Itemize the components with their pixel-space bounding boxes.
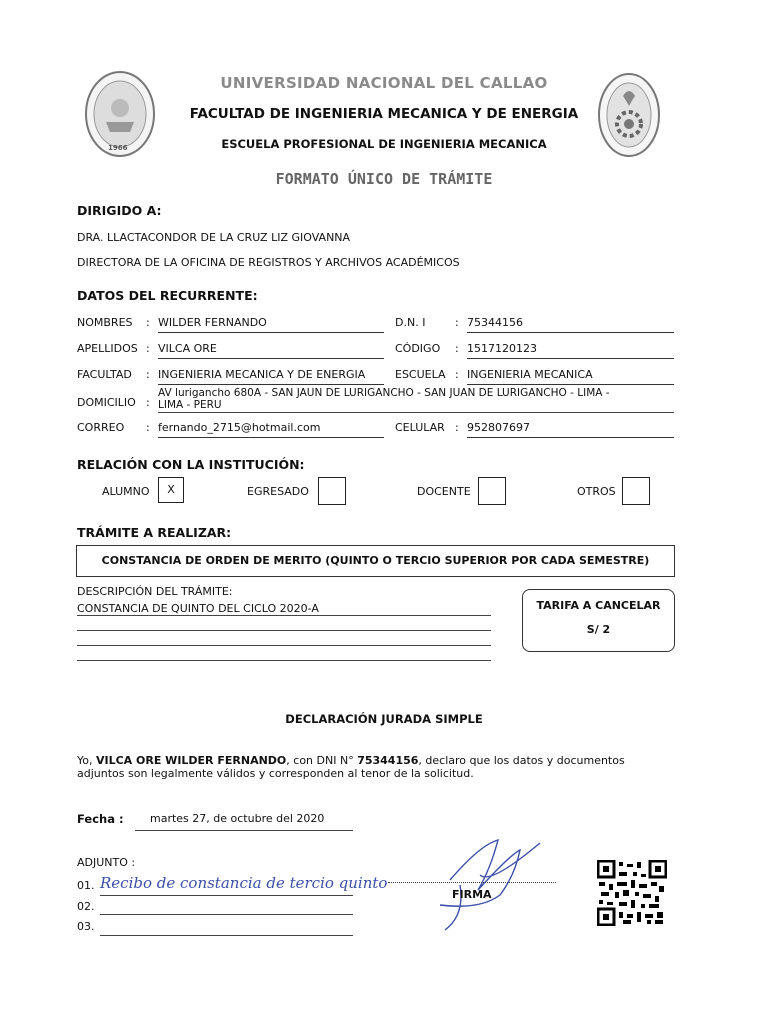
colon: :: [146, 342, 150, 355]
procedure-box: [76, 545, 675, 577]
declaration-heading: DECLARACIÓN JURADA SIMPLE: [285, 712, 483, 726]
attach-number-1: 01.: [77, 879, 95, 892]
codigo-label: CÓDIGO: [395, 342, 441, 355]
alumno-checkbox[interactable]: X: [158, 477, 184, 503]
nombres-label: NOMBRES: [77, 316, 133, 329]
attach-1-handwritten: Recibo de constancia de tercio quinto: [100, 874, 388, 892]
declaration-text: , declaro que los datos y documentos: [418, 754, 625, 767]
colon: :: [146, 421, 150, 434]
colon: :: [455, 421, 459, 434]
attach-line-2: [100, 914, 353, 915]
colon: :: [146, 396, 150, 409]
fecha-underline: [135, 830, 353, 831]
facultad-value: INGENIERIA MECANICA Y DE ENERGIA: [158, 368, 384, 385]
fecha-value: martes 27, de octubre del 2020: [150, 812, 325, 825]
declaration-line-1: [77, 754, 697, 767]
attach-number-3: 03.: [77, 920, 95, 933]
docente-label: DOCENTE: [417, 485, 471, 498]
docente-checkbox[interactable]: [478, 477, 506, 505]
description-label: DESCRIPCIÓN DEL TRÁMITE:: [77, 585, 233, 598]
applicant-heading: DATOS DEL RECURRENTE:: [77, 288, 258, 303]
description-value: CONSTANCIA DE QUINTO DEL CICLO 2020-A: [77, 602, 319, 615]
declaration-text: , con DNI N°: [286, 754, 358, 767]
apellidos-value: VILCA ORE: [158, 342, 384, 359]
correo-value: fernando_2715@hotmail.com: [158, 421, 384, 438]
declaration-text: Yo,: [77, 754, 96, 767]
attach-line-1: [100, 895, 353, 896]
school-name: ESCUELA PROFESIONAL DE INGENIERIA MECANICA: [221, 137, 547, 151]
escuela-label: ESCUELA: [395, 368, 446, 381]
procedure-name: CONSTANCIA DE ORDEN DE MERITO (QUINTO O TERCIO SUPERIOR POR CADA SEMESTRE): [101, 554, 650, 567]
apellidos-label: APELLIDOS: [77, 342, 138, 355]
firma-label: FIRMA: [452, 888, 492, 901]
description-line-3: [77, 645, 491, 646]
colon: :: [455, 368, 459, 381]
colon: :: [455, 316, 459, 329]
university-name: UNIVERSIDAD NACIONAL DEL CALLAO: [220, 74, 548, 92]
otros-checkbox[interactable]: [622, 477, 650, 505]
description-line-2: [77, 630, 491, 631]
fee-box: [522, 589, 675, 652]
colon: :: [146, 316, 150, 329]
relation-heading: RELACIÓN CON LA INSTITUCIÓN:: [77, 457, 305, 472]
attach-number-2: 02.: [77, 900, 95, 913]
seal-year: 1966: [108, 144, 128, 152]
faculty-name: FACULTAD DE INGENIERIA MECANICA Y DE ENERGIA: [189, 106, 579, 122]
form-title: FORMATO ÚNICO DE TRÁMITE: [275, 170, 493, 188]
domicilio-label: DOMICILIO: [77, 396, 136, 409]
description-line-4: [77, 660, 491, 661]
dni-label: D.N. I: [395, 316, 426, 329]
qr-code-icon: [597, 860, 667, 926]
colon: :: [146, 368, 150, 381]
celular-label: CELULAR: [395, 421, 445, 434]
addressee-heading: DIRIGIDO A:: [77, 203, 162, 218]
signature-line: [388, 882, 556, 883]
declaration-line-2: adjuntos son legalmente válidos y corresponden al tenor de la solicitud.: [77, 767, 474, 780]
otros-label: OTROS: [577, 485, 616, 498]
codigo-value: 1517120123: [467, 342, 674, 359]
fee-value: S/ 2: [586, 623, 611, 636]
nombres-value: WILDER FERNANDO: [158, 316, 384, 333]
escuela-value: INGENIERIA MECANICA: [467, 368, 674, 385]
adjunto-label: ADJUNTO :: [77, 856, 136, 869]
alumno-label: ALUMNO: [102, 485, 150, 498]
addressee-name: DRA. LLACTACONDOR DE LA CRUZ LIZ GIOVANNA: [77, 231, 351, 244]
facultad-label: FACULTAD: [77, 368, 132, 381]
declaration-name: VILCA ORE WILDER FERNANDO: [95, 754, 287, 767]
correo-label: CORREO: [77, 421, 125, 434]
declaration-dni: 75344156: [357, 754, 419, 767]
addressee-role: DIRECTORA DE LA OFICINA DE REGISTROS Y ARCHIVOS ACADÉMICOS: [77, 256, 460, 269]
egresado-checkbox[interactable]: [318, 477, 346, 505]
dni-value: 75344156: [467, 316, 674, 333]
fee-label: TARIFA A CANCELAR: [536, 599, 661, 612]
procedure-heading: TRÁMITE A REALIZAR:: [77, 525, 232, 540]
description-line-1: [77, 615, 491, 616]
university-seal-logo: [84, 70, 156, 158]
celular-value: 952807697: [467, 421, 674, 438]
domicilio-underline: [158, 412, 674, 413]
signature-image: [420, 835, 550, 935]
colon: :: [455, 342, 459, 355]
egresado-label: EGRESADO: [247, 485, 309, 498]
attach-line-3: [100, 935, 353, 936]
domicilio-line2: LIMA - PERU: [158, 399, 222, 411]
domicilio-line1: AV lurigancho 680A - SAN JAUN DE LURIGANCHO - SAN JUAN DE LURIGANCHO - LIMA -: [158, 387, 610, 399]
fecha-label: Fecha :: [77, 812, 124, 826]
